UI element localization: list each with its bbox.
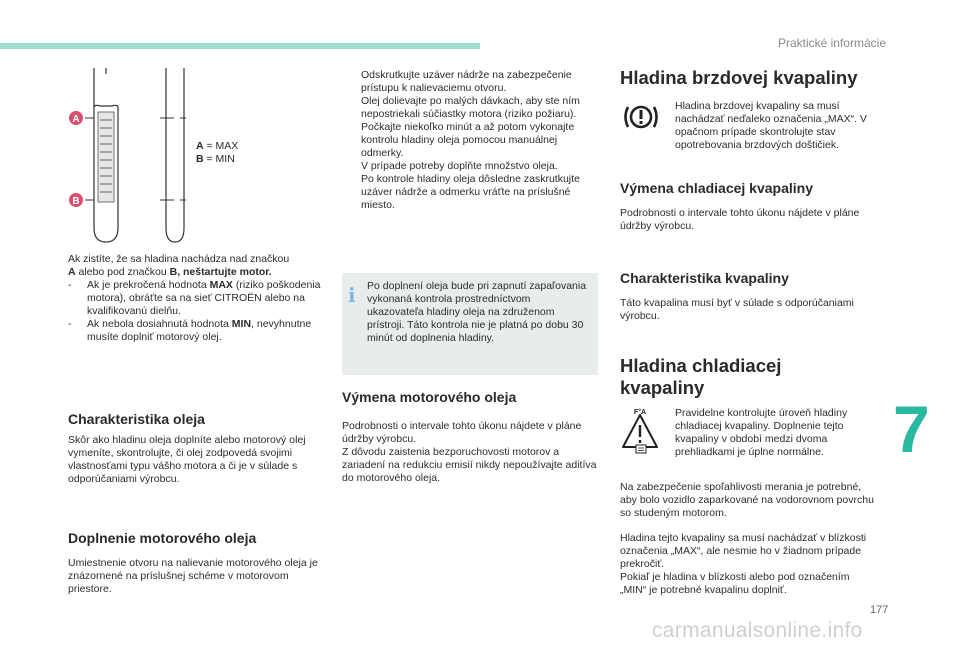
bullet-text: Ak nebola dosiahnutá hodnota — [87, 318, 232, 330]
list-item — [68, 318, 326, 344]
marker-a-label: A — [72, 114, 80, 125]
step-item — [342, 121, 598, 160]
legend-a-value: = MAX — [203, 140, 239, 152]
section-title: Praktické informácie — [777, 36, 886, 50]
bullet-marker: - — [68, 318, 72, 330]
bullet-text: Ak je prekročená hodnota — [87, 279, 210, 291]
info-box — [342, 273, 598, 375]
step-text: Počkajte niekoľko minút a až potom vykonajte kontrolu hladiny oleja pomocou manuálnej odmerky. — [361, 121, 575, 159]
fluid-char-title: Charakteristika kvapaliny — [620, 270, 789, 286]
coolant-max-text: Hladina tejto kvapaliny sa musí nachádzať v blízkosti označenia „MAX“, ale nesmie ho v žiadnom prípade prekročiť. Pokiaľ je hladina v blízkosti alebo pod označením „MIN“ je potrebné kvapalinu doplniť. — [620, 532, 867, 596]
coolant-level-title — [620, 355, 781, 399]
oil-level-warning — [68, 253, 326, 344]
legend-b-key: B — [196, 153, 204, 165]
brake-fluid-title: Hladina brzdovej kvapaliny — [620, 67, 858, 88]
oil-char-text: Skôr ako hladinu oleja doplníte alebo motorový olej vymeníte, skontrolujte, či olej zodpovedá svojimi vlastnosťami typu vášho motora a či je v súlade s odporúčaniami výrobcu. — [68, 434, 306, 485]
coolant-level-title-line1: Hladina chladiacej — [620, 355, 782, 376]
dipstick-legend — [196, 140, 238, 166]
step-item — [342, 69, 598, 95]
chapter-number: 7 — [893, 392, 930, 466]
oil-change-text: Podrobnosti o intervale tohto úkonu nájdete v pláne údržby výrobcu. Z dôvodu zaistenia bezporuchovosti motorov a zariadení na redukciu emisií nikdy nepoužívajte aditíva do motorového oleja. — [342, 420, 597, 484]
brake-fluid-text: Hladina brzdovej kvapaliny sa musí nachádzať neďaleko označenia „MAX“. V opačnom prípade skontrolujte stav opotrebovania brzdových doštičiek. — [675, 100, 867, 151]
marker-b-label: B — [72, 196, 80, 207]
fluid-char-text: Táto kvapalina musí byť v súlade s odporúčaniami výrobcu. — [620, 297, 854, 322]
coolant-change-title: Výmena chladiacej kvapaliny — [620, 180, 813, 196]
step-text: Po kontrole hladiny oleja dôsledne zaskrutkujte uzáver nádrže a odmerku vráťte na príslušné miesto. — [361, 173, 580, 211]
coolant-level-title-line2: kvapaliny — [620, 377, 705, 398]
header-accent-bar — [0, 43, 480, 49]
step-item — [342, 173, 598, 212]
bullet-text: (riziko poškodenia motora), obráťte sa na sieť CITROËN alebo na kvalifikovanú dielňu. — [87, 279, 321, 317]
coolant-warn-text: Na zabezpečenie spoľahlivosti merania je potrebné, aby bolo vozidlo zaparkované na vodorovnom povrchu so studeným motorom. — [620, 481, 874, 519]
dipstick-diagram — [60, 68, 200, 248]
oil-change-title: Výmena motorového oleja — [342, 389, 517, 405]
page-number: 177 — [870, 604, 889, 616]
oil-fill-text: Umiestnenie otvoru na nalievanie motorového oleja je znázornené na príslušnej schéme v motorovom priestore. — [68, 557, 318, 595]
level-bullets — [68, 279, 326, 344]
bullet-bold: MIN — [231, 318, 252, 330]
legend-a-key: A — [196, 140, 204, 152]
brake-warning-icon — [622, 102, 660, 132]
bullet-text: , nevyhnutne musíte doplniť motorový olej. — [87, 318, 312, 343]
level-intro-b: B — [169, 266, 178, 278]
step-item — [342, 95, 598, 121]
info-text: Po doplnení oleja bude pri zapnutí zapaľovania vykonaná kontrola prostredníctvom ukazovateľa hladiny oleja na združenom prístroji. Táto kontrola nie je platná po dobu 30 minút od doplnenia hladiny. — [367, 280, 587, 344]
info-icon: i — [348, 283, 356, 307]
coolant-change-text: Podrobnosti o intervale tohto úkonu nájdete v pláne údržby výrobcu. — [620, 207, 860, 232]
watermark: carmanualsonline.info — [652, 619, 863, 642]
hot-coolant-warning-icon — [620, 407, 660, 455]
bullet-marker: - — [68, 279, 72, 291]
step-text: Odskrutkujte uzáver nádrže na zabezpečenie prístupu k nalievaciemu otvoru. — [361, 69, 572, 94]
oil-fill-steps — [342, 69, 598, 212]
list-item — [68, 279, 326, 318]
level-intro-bold: , neštartujte motor. — [177, 266, 272, 278]
coolant-level-text: Pravidelne kontrolujte úroveň hladiny chladiacej kvapaliny. Doplnenie tejto kvapaliny v období medzi dvoma prehliadkami je úplne normálne. — [675, 407, 848, 458]
oil-char-title: Charakteristika oleja — [68, 411, 205, 427]
bullet-bold: MAX — [209, 279, 233, 291]
legend-b-value: = MIN — [203, 153, 235, 165]
level-intro: Ak zistíte, že sa hladina nachádza nad značkou — [68, 253, 290, 265]
level-intro-a: A — [68, 266, 76, 278]
step-text: Olej dolievajte po malých dávkach, aby ste ním nepostriekali súčiastky motora (riziko požiaru). — [361, 95, 580, 120]
level-intro-mid: alebo pod značkou — [75, 266, 170, 278]
svg-text:F°A: F°A — [633, 409, 647, 416]
step-item — [342, 160, 598, 173]
oil-fill-title: Doplnenie motorového oleja — [68, 530, 257, 546]
step-text: V prípade potreby doplňte množstvo oleja. — [361, 160, 558, 172]
